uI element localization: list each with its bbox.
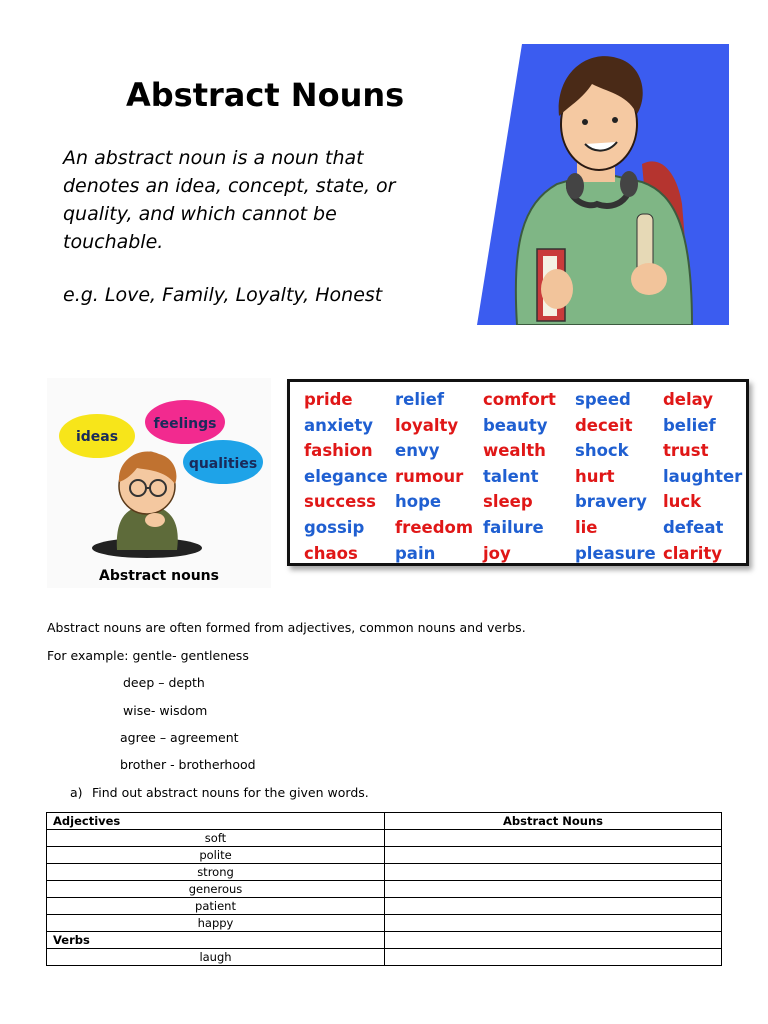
answer-cell[interactable]: [385, 881, 722, 898]
word-shock: shock: [575, 441, 629, 461]
example-item: agree – agreement: [120, 730, 239, 745]
word-grid: [304, 387, 753, 566]
word-gossip: gossip: [304, 517, 365, 537]
word-failure: failure: [483, 517, 544, 537]
word-belief: belief: [663, 415, 716, 435]
header-adjectives: Adjectives: [47, 813, 385, 830]
word-chaos: chaos: [304, 543, 358, 563]
example-item: brother - brotherhood: [120, 757, 256, 772]
ideas-bubble-label: ideas: [75, 429, 119, 445]
task-instruction: [70, 785, 369, 800]
task-text: Find out abstract nouns for the given words.: [92, 785, 369, 800]
word-freedom: freedom: [395, 517, 474, 537]
word-bravery: bravery: [575, 492, 647, 512]
verb-cell: laugh: [47, 949, 385, 966]
table-row: [47, 847, 722, 864]
answer-cell[interactable]: [385, 830, 722, 847]
table-row: [47, 830, 722, 847]
example-item: deep – depth: [123, 675, 205, 690]
word-luck: luck: [663, 492, 702, 512]
word-hope: hope: [395, 492, 442, 512]
answer-cell[interactable]: [385, 915, 722, 932]
answer-cell[interactable]: [385, 949, 722, 966]
adjective-cell: generous: [47, 881, 385, 898]
word-beauty: beauty: [483, 415, 548, 435]
thinker-illustration: [47, 378, 271, 588]
word-pain: pain: [395, 543, 436, 563]
table-row: [47, 932, 722, 949]
word-pride: pride: [304, 390, 353, 409]
thinker-caption: Abstract nouns: [99, 568, 219, 584]
word-lie: lie: [575, 517, 598, 537]
word-trust: trust: [663, 441, 709, 461]
abstract-noun-word-box: [287, 379, 749, 566]
exercise-table: [46, 812, 722, 966]
word-talent: talent: [483, 466, 539, 486]
table-row: [47, 898, 722, 915]
student-illustration: [477, 44, 729, 325]
header-abstract-nouns: Abstract Nouns: [385, 813, 722, 830]
word-rumour: rumour: [395, 466, 464, 486]
word-loyalty: loyalty: [395, 415, 459, 435]
word-elegance: elegance: [304, 466, 388, 486]
qualities-bubble-label: qualities: [188, 456, 258, 472]
adjective-cell: polite: [47, 847, 385, 864]
verbs-section-label: Verbs: [47, 932, 385, 949]
intro-text: Abstract nouns are often formed from adjectives, common nouns and verbs.: [47, 620, 526, 635]
answer-cell[interactable]: [385, 898, 722, 915]
word-comfort: comfort: [483, 390, 556, 409]
table-row: [47, 864, 722, 881]
table-row: [47, 881, 722, 898]
example-label: For example: gentle- gentleness: [47, 648, 249, 663]
word-defeat: defeat: [663, 517, 724, 537]
adjective-cell: soft: [47, 830, 385, 847]
table-row: [47, 915, 722, 932]
adjective-cell: strong: [47, 864, 385, 881]
table-row: [47, 949, 722, 966]
word-envy: envy: [395, 441, 440, 461]
word-laughter: laughter: [663, 466, 743, 486]
word-pleasure: pleasure: [575, 543, 656, 563]
adjective-cell: happy: [47, 915, 385, 932]
word-speed: speed: [575, 390, 631, 409]
answer-cell[interactable]: [385, 932, 722, 949]
word-hurt: hurt: [575, 466, 615, 486]
definition-text: An abstract noun is a noun that denotes an idea, concept, state, or quality, and which cannot be touchable.: [63, 147, 396, 253]
word-anxiety: anxiety: [304, 415, 374, 435]
word-joy: joy: [483, 543, 511, 563]
example-item: wise- wisdom: [123, 703, 208, 718]
word-deceit: deceit: [575, 415, 633, 435]
word-fashion: fashion: [304, 441, 373, 461]
answer-cell[interactable]: [385, 847, 722, 864]
table-header-row: [47, 813, 722, 830]
feelings-bubble-label: feelings: [153, 416, 217, 432]
examples-text: e.g. Love, Family, Loyalty, Honest: [63, 284, 383, 306]
task-marker: a): [70, 785, 83, 800]
word-wealth: wealth: [483, 441, 546, 461]
word-delay: delay: [663, 390, 714, 409]
word-relief: relief: [395, 390, 445, 409]
word-success: success: [304, 492, 376, 512]
answer-cell[interactable]: [385, 864, 722, 881]
word-clarity: clarity: [663, 543, 723, 563]
word-sleep: sleep: [483, 492, 533, 512]
page-title: Abstract Nouns: [126, 76, 405, 114]
adjective-cell: patient: [47, 898, 385, 915]
